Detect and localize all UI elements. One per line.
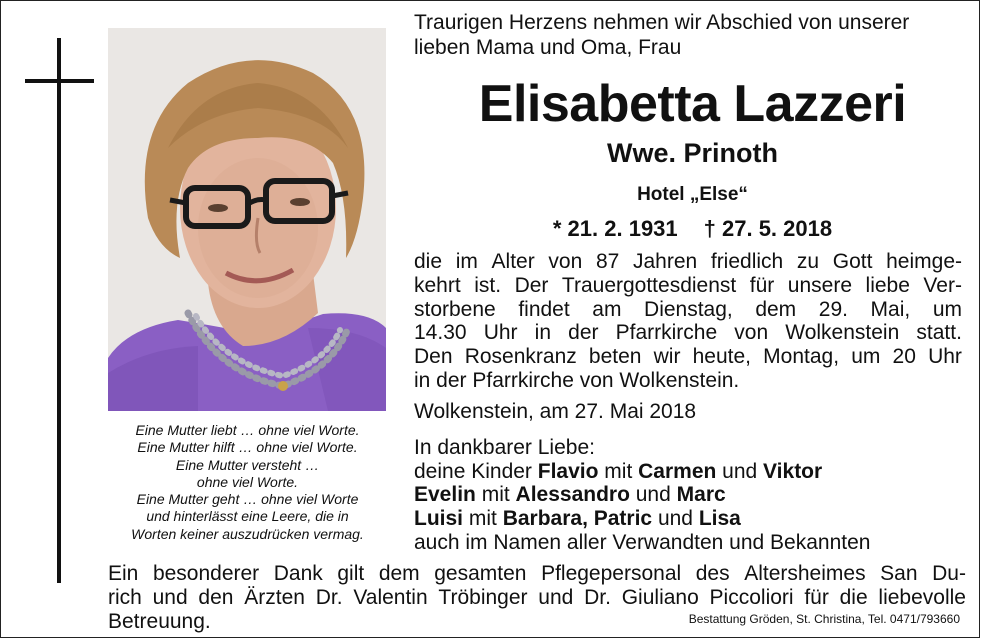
word: heimge- <box>886 250 962 273</box>
word: Wolkenstein <box>785 321 900 345</box>
word: San <box>880 562 918 585</box>
word: Du- <box>932 562 966 585</box>
mourners-line: Luisi mit Barbara, Patric und Lisa <box>414 507 741 531</box>
portrait-photo <box>108 28 386 411</box>
poem-line: Eine Mutter geht … ohne viel Worte <box>136 491 359 508</box>
word: Trauergottesdienst <box>561 273 737 297</box>
announcement-line <box>414 250 962 274</box>
birth-date: * 21. 2. 1931 <box>552 216 678 241</box>
word: 20 <box>892 345 916 369</box>
word: Uhr <box>928 345 962 369</box>
poem-line: und hinterlässt eine Leere, die in <box>146 508 349 525</box>
word: findet <box>518 297 570 321</box>
word: von <box>548 250 583 273</box>
word: Valentin <box>353 586 428 609</box>
thanks-line: Betreuung. <box>108 610 211 633</box>
intro-line: lieben Mama und Oma, Frau <box>414 36 682 59</box>
word: den <box>198 586 234 609</box>
word: Pfarrkirche <box>615 321 718 345</box>
word: Altersheimes <box>744 562 866 585</box>
word: Dr. <box>584 586 611 609</box>
mourners-line: In dankbarer Liebe: <box>414 436 595 459</box>
word: 87 <box>595 250 620 273</box>
cross-icon-bar <box>25 79 94 83</box>
word: Uhr <box>483 321 518 345</box>
word: beten <box>588 345 642 369</box>
announcement-line <box>414 345 962 369</box>
word: im <box>455 250 478 273</box>
announcement-line <box>414 298 962 322</box>
word: Ärzten <box>244 586 305 609</box>
word: dem <box>378 562 420 585</box>
word: ist. <box>474 273 502 297</box>
poem-line: Eine Mutter hilft … ohne viel Worte. <box>137 439 358 456</box>
word: für <box>749 273 775 297</box>
word: Gott <box>832 250 873 273</box>
word: friedlich <box>710 250 784 273</box>
poem-line: Eine Mutter versteht … <box>175 456 320 473</box>
word: Ver- <box>923 273 962 297</box>
mourners-line: deine Kinder Flavio mit Carmen und Viktor <box>414 459 823 483</box>
thanks-line <box>108 586 966 610</box>
word: wir <box>653 345 681 369</box>
word: Ein <box>108 562 139 585</box>
word: Montag, <box>763 345 840 369</box>
word: Pflegepersonal <box>541 562 682 585</box>
word: Jahren <box>632 250 698 273</box>
place-date: Wolkenstein, am 27. Mai 2018 <box>414 400 697 423</box>
word: Alter <box>491 250 535 273</box>
word: storbene <box>414 297 496 321</box>
word: Der <box>514 273 549 297</box>
word: Dank <box>273 562 323 585</box>
mourners-line: auch im Namen aller Verwandten und Bekannten <box>414 530 871 554</box>
word: gesamten <box>434 562 527 585</box>
poem-line: Eine Mutter liebt … ohne viel Worte. <box>135 422 360 438</box>
word: unsere <box>787 273 853 297</box>
word: gilt <box>337 562 365 585</box>
word: Mai, <box>870 297 911 321</box>
word: des <box>695 562 730 585</box>
word: liebevolle <box>878 586 966 609</box>
death-date: † 27. 5. 2018 <box>703 216 833 241</box>
word: liebe <box>865 273 910 297</box>
widow-of: Wwe. Prinoth <box>607 138 778 168</box>
word: statt. <box>916 321 962 345</box>
word: rich <box>108 586 142 609</box>
word: und <box>538 586 574 609</box>
word: Den <box>414 345 453 369</box>
word: um <box>932 297 962 321</box>
life-dates <box>415 215 970 243</box>
word: am <box>592 297 622 321</box>
announcement-line <box>414 274 962 298</box>
poem-line: Worten keiner auszudrücken vermag. <box>131 525 364 542</box>
intro-text <box>414 10 909 60</box>
word: kehrt <box>414 273 461 297</box>
announcement-line: in der Pfarrkirche von Wolkenstein. <box>414 368 740 392</box>
mourners-line: Evelin mit Alessandro und Marc <box>414 483 726 507</box>
cross-icon <box>57 38 61 583</box>
word: Piccoliori <box>709 586 794 609</box>
word: in <box>534 321 552 345</box>
word: und <box>152 586 188 609</box>
word: der <box>568 321 599 345</box>
word: Rosenkranz <box>464 345 577 369</box>
word: 29. <box>818 297 848 321</box>
word: Giuliano <box>621 586 699 609</box>
word: die <box>414 250 443 273</box>
word: zu <box>796 250 820 273</box>
thanks-line <box>108 562 966 586</box>
word: besonderer <box>152 562 260 585</box>
word: dem <box>755 297 797 321</box>
mourners <box>414 436 870 555</box>
intro-line: Traurigen Herzens nehmen wir Abschied von unserer <box>414 11 910 34</box>
word: heute, <box>692 345 751 369</box>
hotel-name: Hotel „Else“ <box>637 184 748 205</box>
poem <box>105 422 390 543</box>
announcement-line <box>414 321 962 345</box>
word: Dienstag, <box>644 297 733 321</box>
word: 14.30 <box>414 321 467 345</box>
word: um <box>851 345 881 369</box>
announcement-text <box>414 250 962 393</box>
funeral-home: Bestattung Gröden, St. Christina, Tel. 0471/793660 <box>688 612 960 626</box>
poem-line: ohne viel Worte. <box>196 473 299 490</box>
word: für <box>804 586 829 609</box>
deceased-name: Elisabetta Lazzeri <box>478 75 907 133</box>
word: Dr. <box>315 586 343 609</box>
word: Tröbinger <box>438 586 528 609</box>
word: die <box>839 586 868 609</box>
word: von <box>734 321 769 345</box>
